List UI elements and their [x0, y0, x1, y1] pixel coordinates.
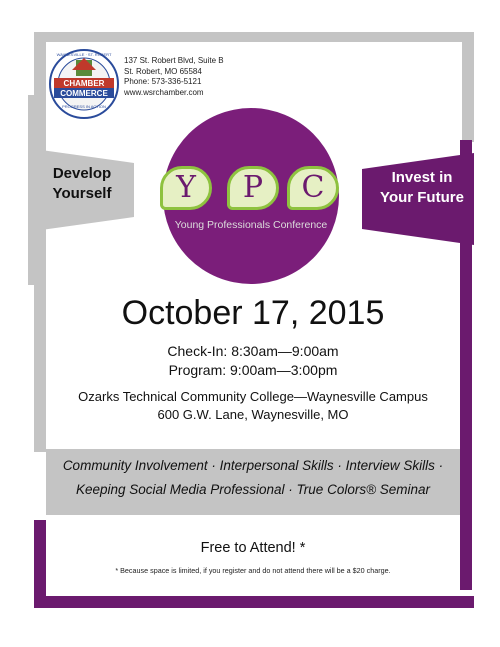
address-line-street: 137 St. Robert Blvd, Suite B	[124, 56, 224, 65]
topics-line1: Community Involvement · Interpersonal Skills · Interview Skills ·	[62, 458, 444, 473]
address-line-website: www.wsrchamber.com	[124, 87, 204, 97]
ypc-subtitle: Young Professionals Conference	[174, 219, 328, 231]
develop-line2: Yourself	[52, 185, 112, 202]
ypc-letter-p: P	[227, 166, 279, 210]
event-date: October 17, 2015	[121, 294, 385, 332]
program-time: Program: 9:00am—3:00pm	[168, 362, 338, 378]
disclaimer: * Because space is limited, if you register and do not attend there will be a $20 charge.	[115, 566, 391, 575]
venue-address: 600 G.W. Lane, Waynesville, MO	[157, 407, 349, 422]
develop-yourself-text	[34, 164, 130, 204]
chamber-address	[124, 56, 224, 98]
develop-line1: Develop	[52, 165, 112, 182]
venue-name: Ozarks Technical Community College—Waynesville Campus	[78, 389, 428, 404]
invest-line2: Your Future	[380, 189, 464, 206]
free-to-attend: Free to Attend! *	[200, 540, 306, 556]
address-line-city: St. Robert, MO 65584	[124, 66, 202, 76]
frame-right-gray-bar	[462, 32, 474, 142]
logo-arc-text: WAYNESVILLE · ST. ROBERT	[56, 52, 112, 57]
address-line-phone: Phone: 573-336-5121	[124, 77, 202, 86]
invest-line1: Invest in	[391, 169, 453, 186]
frame-top-bar	[34, 32, 474, 42]
ypc-letter-c: C	[287, 166, 339, 210]
frame-bottom-bar	[34, 596, 474, 608]
logo-line2: COMMERCE	[60, 89, 108, 98]
logo-tagline: PROGRESS IN ACTION	[62, 104, 106, 109]
invest-future-text	[374, 168, 470, 208]
logo-line1: CHAMBER	[63, 79, 105, 88]
chamber-logo-icon	[48, 48, 120, 120]
ypc-letter-y: Y	[160, 166, 212, 210]
topics-line2: Keeping Social Media Professional · True Colors® Seminar	[75, 482, 431, 497]
checkin-time: Check-In: 8:30am—9:00am	[167, 343, 339, 359]
frame-left-purple-bar	[34, 520, 46, 608]
